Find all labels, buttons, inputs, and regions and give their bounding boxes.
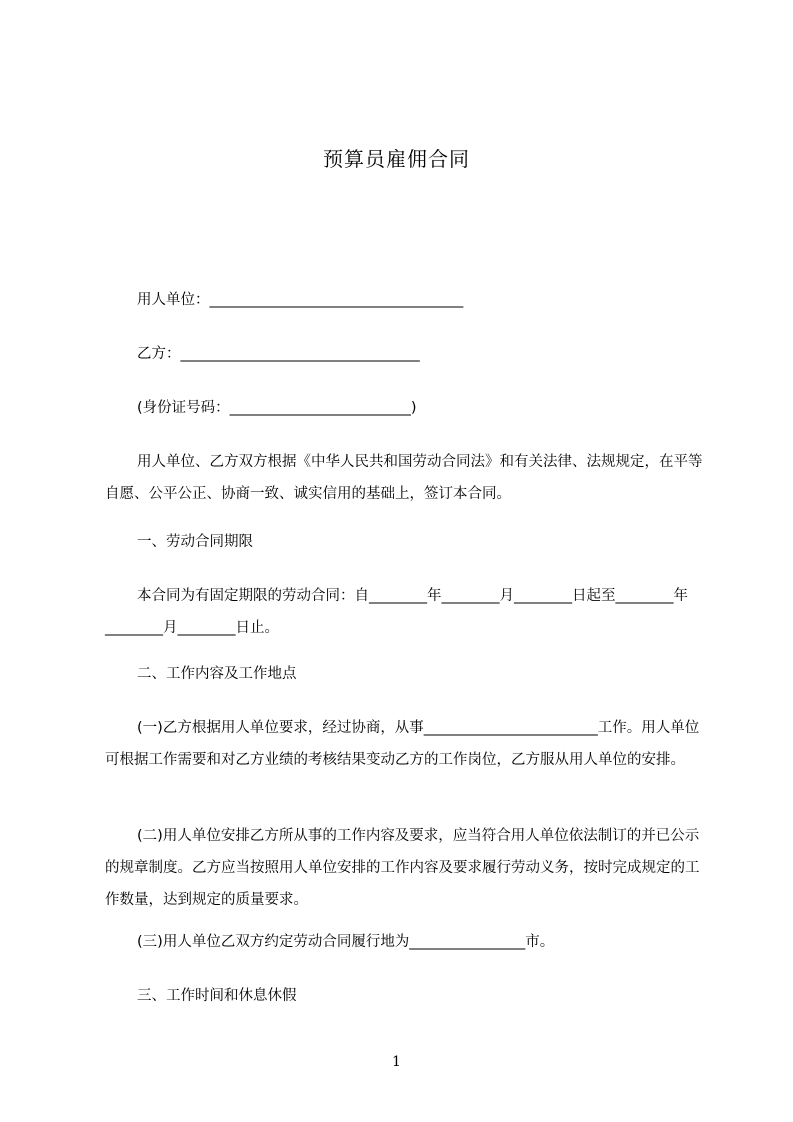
employer-field: 用人单位：___________________________________ — [137, 292, 464, 308]
contract-title: 预算员雇佣合同 — [323, 147, 470, 171]
section-2-item-1: (一)乙方根据用人单位要求，经过协商，从事________________________工作。用人单位可根据工作需要和对乙方业绩的考核结果变动乙方的工作岗位，乙方服从用人单位的安排。 — [105, 720, 700, 768]
section-3-heading: 三、工作时间和休息休假 — [137, 988, 297, 1004]
section-2-item-3: (三)用人单位乙双方约定劳动合同履行地为________________市。 — [137, 934, 555, 950]
intro-paragraph: 用人单位、乙方双方根据《中华人民共和国劳动合同法》和有关法律、法规规定，在平等自愿、公平公正、协商一致、诚实信用的基础上，签订本合同。 — [105, 454, 703, 502]
party-b-field: 乙方：_________________________________ — [137, 346, 420, 362]
page-number: 1 — [392, 1054, 401, 1070]
section-2-item-2: (二)用人单位安排乙方所从事的工作内容及要求，应当符合用人单位依法制订的并已公示的规章制度。乙方应当按照用人单位安排的工作内容及要求履行劳动义务，按时完成规定的工作数量，达到规定的质量要求。 — [105, 828, 700, 908]
section-2-heading: 二、工作内容及工作地点 — [137, 666, 297, 682]
section-1-heading: 一、劳动合同期限 — [137, 534, 253, 550]
id-number-field: (身份证号码：_________________________) — [137, 400, 417, 416]
section-1-text: 本合同为有固定期限的劳动合同：自________年________月________日起至________年________月________日止。 — [105, 588, 688, 636]
